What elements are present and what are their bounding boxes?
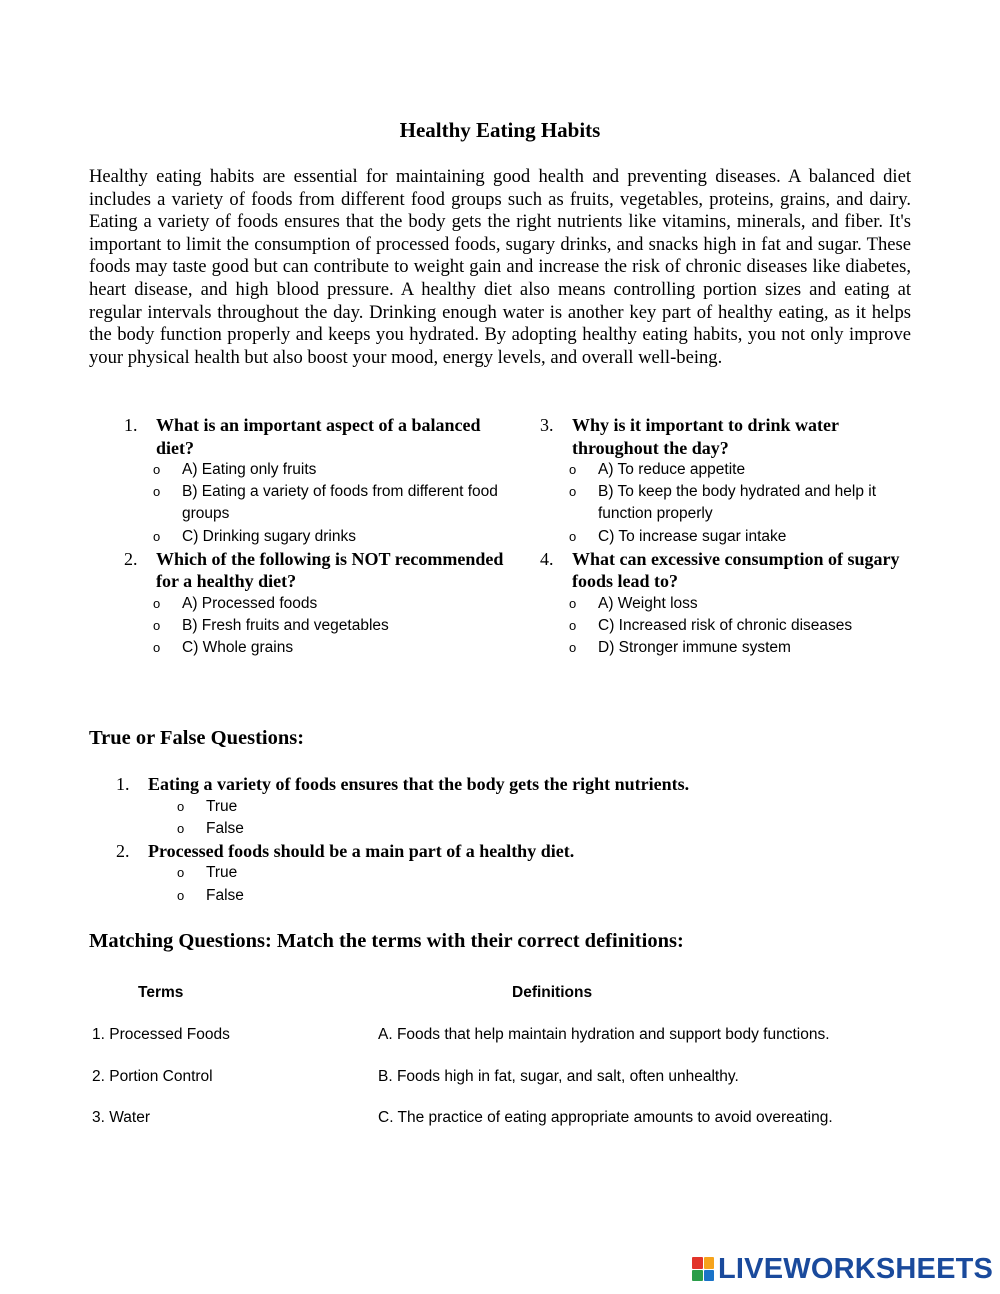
tf-question-2 (116, 840, 936, 863)
option-label: A) Eating only fruits (182, 461, 317, 478)
mc-question-1 (124, 414, 504, 459)
matching-table (0, 980, 1000, 1140)
mc-option[interactable] (540, 593, 920, 615)
option-label: B) To keep the body hydrated and help it function properly (598, 483, 877, 523)
circle-bullet-icon: o (177, 887, 185, 903)
mc-option[interactable] (124, 637, 504, 659)
circle-bullet-icon: o (153, 484, 161, 500)
mc-option[interactable] (540, 526, 920, 548)
option-label: A) Weight loss (598, 594, 698, 612)
question-text: Eating a variety of foods ensures that the body gets the right nutrients. (148, 774, 690, 794)
circle-bullet-icon: o (177, 798, 185, 814)
option-label: B) Fresh fruits and vegetables (182, 617, 389, 635)
mc-question-4 (540, 548, 920, 593)
mc-column-right (540, 414, 920, 659)
circle-bullet-icon: o (569, 640, 577, 656)
matching-term[interactable]: 2. Portion Control (92, 1068, 213, 1085)
logo-tile (692, 1270, 703, 1282)
terms-header: Terms (138, 984, 184, 1001)
matching-term[interactable]: 3. Water (92, 1109, 150, 1126)
logo-tile (704, 1270, 715, 1282)
logo-tile (704, 1257, 715, 1269)
circle-bullet-icon: o (569, 484, 577, 500)
matching-definition[interactable]: A. Foods that help maintain hydration and support body functions. (378, 1026, 830, 1043)
true-false-heading: True or False Questions: (89, 727, 305, 749)
matching-definition[interactable]: C. The practice of eating appropriate amounts to avoid overeating. (378, 1109, 833, 1126)
circle-bullet-icon: o (177, 820, 185, 836)
circle-bullet-icon: o (569, 595, 577, 611)
question-number: 3. (540, 415, 554, 435)
option-label: D) Stronger immune system (598, 639, 791, 657)
logo-tile (692, 1257, 703, 1269)
mc-option[interactable] (540, 459, 920, 481)
matching-heading: Matching Questions: Match the terms with their correct definitions: (89, 930, 684, 952)
mc-option[interactable] (124, 459, 504, 481)
question-number: 1. (124, 415, 138, 435)
circle-bullet-icon: o (569, 528, 577, 544)
circle-bullet-icon: o (153, 462, 161, 477)
matching-definition[interactable]: B. Foods high in fat, sugar, and salt, often unhealthy. (378, 1068, 739, 1085)
option-label: C) Whole grains (182, 639, 294, 657)
tf-option-true[interactable] (116, 862, 936, 884)
option-label: False (206, 819, 244, 837)
question-text: Processed foods should be a main part of a healthy diet. (148, 840, 575, 861)
question-number: 2. (124, 548, 138, 569)
option-label: B) Eating a variety of foods from different food groups (182, 483, 498, 523)
question-text: What is an important aspect of a balanced diet? (156, 415, 481, 458)
circle-bullet-icon: o (569, 462, 577, 477)
option-label: False (206, 886, 244, 904)
question-text: Why is it important to drink water throughout the day? (572, 415, 839, 458)
definitions-header: Definitions (512, 984, 593, 1001)
mc-option[interactable] (540, 637, 920, 659)
intro-paragraph: Healthy eating habits are essential for maintaining good health and preventing diseases. A balanced diet includes a variety of foods from different food groups such as fruits, vegetables, proteins, grains, and dairy. Eating a variety of foods ensures that the body gets the right nutrients like vitamins, minerals, and fiber. It's important to limit the consumption of processed foods, sugary drinks, and snacks high in fat and sugar. These foods may taste good but can contribute to weight gain and increase the risk of chronic diseases like diabetes, heart disease, and high blood pressure. A healthy diet also means controlling portion sizes and eating at regular intervals throughout the day. Drinking enough water is another key part of healthy eating, as it helps the body function properly and keeps you hydrated. By adopting healthy eating habits, you not only improve your physical health but also boost your mood, energy levels, and overall well-being. (89, 166, 911, 368)
question-number: 4. (540, 548, 554, 569)
matching-term[interactable]: 1. Processed Foods (92, 1026, 230, 1043)
circle-bullet-icon: o (153, 618, 161, 634)
circle-bullet-icon: o (153, 595, 161, 611)
tf-question-1 (116, 773, 936, 796)
tf-option-true[interactable] (116, 796, 936, 818)
mc-option[interactable] (124, 593, 504, 615)
question-text: Which of the following is NOT recommended for a healthy diet? (156, 548, 504, 592)
mc-option[interactable] (124, 526, 504, 548)
page-title: Healthy Eating Habits (399, 118, 601, 142)
mc-option[interactable] (540, 615, 920, 637)
option-label: C) Increased risk of chronic diseases (598, 617, 853, 635)
tf-option-false[interactable] (116, 885, 936, 907)
mc-question-2 (124, 548, 504, 593)
tf-option-false[interactable] (116, 818, 936, 840)
option-label: C) To increase sugar intake (598, 527, 787, 545)
option-label: C) Drinking sugary drinks (182, 527, 356, 545)
question-text: What can excessive consumption of sugary foods lead to? (572, 548, 900, 592)
liveworksheets-mark-icon (692, 1257, 714, 1281)
question-number: 1. (116, 774, 130, 794)
mc-question-3 (540, 414, 920, 459)
mc-option[interactable] (124, 615, 504, 637)
circle-bullet-icon: o (177, 865, 185, 881)
question-number: 2. (116, 840, 130, 861)
true-false-list (116, 773, 936, 907)
option-label: True (206, 797, 238, 815)
circle-bullet-icon: o (153, 528, 161, 544)
option-label: A) Processed foods (182, 594, 318, 612)
option-label: A) To reduce appetite (598, 461, 746, 478)
logo-text: LIVEWORKSHEETS (718, 1252, 994, 1285)
circle-bullet-icon: o (153, 640, 161, 656)
option-label: True (206, 864, 238, 882)
mc-column-left (124, 414, 504, 659)
mc-option[interactable] (124, 481, 504, 525)
liveworksheets-logo (692, 1254, 993, 1284)
mc-option[interactable] (540, 481, 920, 525)
circle-bullet-icon: o (569, 618, 577, 634)
